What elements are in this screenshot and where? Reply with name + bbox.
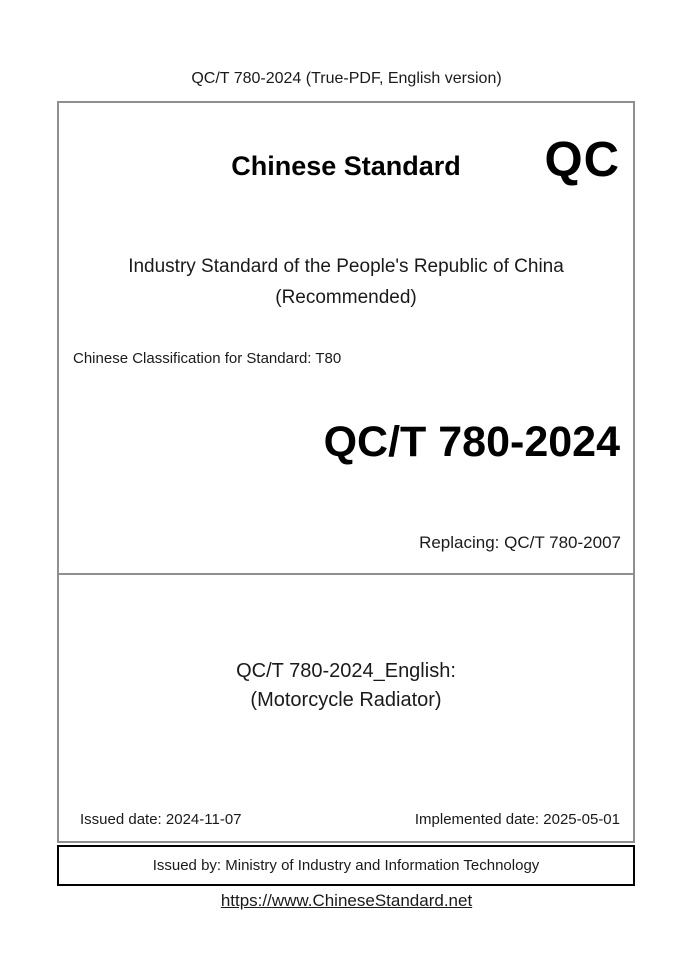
- document-header-title: QC/T 780-2024 (True-PDF, English version): [191, 70, 502, 87]
- brand-title: Chinese Standard: [231, 151, 461, 181]
- implemented-date: Implemented date: 2025-05-01: [414, 811, 620, 828]
- standard-type-line2: (Recommended): [275, 287, 417, 308]
- issued-by-text: Issued by: Ministry of Industry and Information Technology: [152, 857, 540, 874]
- issuer-box: [57, 845, 635, 886]
- classification-code: Chinese Classification for Standard: T80: [73, 350, 342, 367]
- cover-box: [57, 101, 635, 843]
- replacing-note: Replacing: QC/T 780-2007: [419, 533, 621, 552]
- issued-date: Issued date: 2024-11-07: [80, 811, 242, 828]
- english-title-line1: QC/T 780-2024_English:: [236, 660, 456, 682]
- qc-logo: QC: [544, 133, 620, 187]
- english-title-line2: (Motorcycle Radiator): [250, 689, 442, 711]
- standard-type-line1: Industry Standard of the People's Republic of China: [128, 256, 564, 277]
- chinesestandard-link[interactable]: https://www.ChineseStandard.net: [220, 891, 473, 910]
- footer-link-row: [0, 891, 693, 911]
- section-divider: [59, 573, 633, 575]
- standard-number: QC/T 780-2024: [323, 418, 620, 466]
